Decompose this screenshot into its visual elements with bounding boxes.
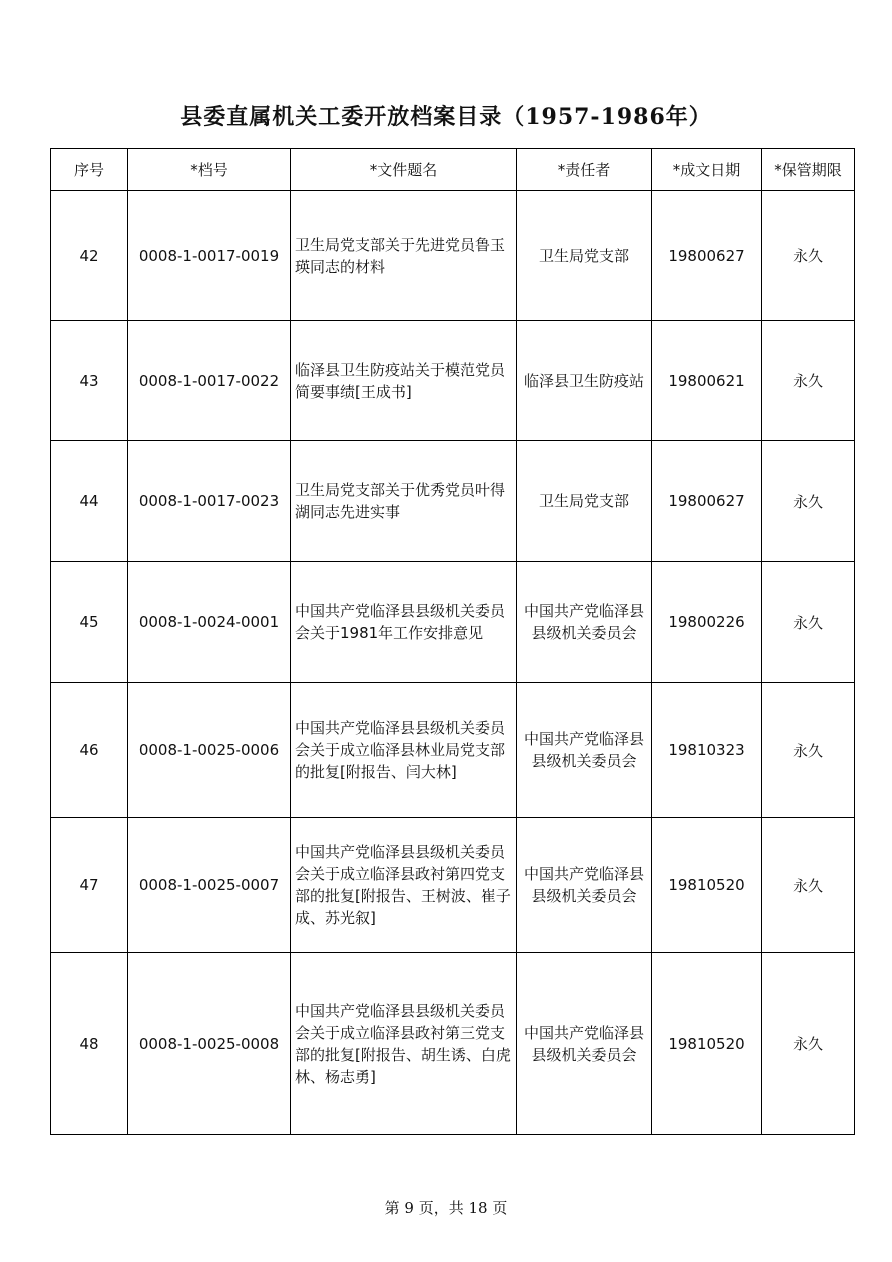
cell-archive-no: 0008-1-0025-0008 bbox=[128, 953, 291, 1135]
cell-date: 19810520 bbox=[652, 953, 762, 1135]
table-row bbox=[51, 818, 855, 953]
cell-archive-no: 0008-1-0017-0019 bbox=[128, 191, 291, 321]
cell-retention: 永久 bbox=[762, 953, 855, 1135]
cell-seq: 47 bbox=[51, 818, 128, 953]
archive-catalog-table bbox=[50, 148, 855, 1135]
page-footer: 第 9 页，共 18 页 bbox=[384, 1199, 508, 1217]
cell-seq: 48 bbox=[51, 953, 128, 1135]
cell-date: 19810323 bbox=[652, 683, 762, 818]
table-header-row bbox=[51, 149, 855, 191]
table-row bbox=[51, 953, 855, 1135]
cell-retention: 永久 bbox=[762, 818, 855, 953]
cell-date: 19800621 bbox=[652, 321, 762, 441]
cell-retention: 永久 bbox=[762, 683, 855, 818]
cell-retention: 永久 bbox=[762, 191, 855, 321]
table-row bbox=[51, 321, 855, 441]
page-title: 县委直属机关工委开放档案目录（1957-1986年） bbox=[180, 104, 712, 130]
cell-archive-no: 0008-1-0017-0022 bbox=[128, 321, 291, 441]
cell-title: 中国共产党临泽县县级机关委员会关于成立临泽县政衬第三党支部的批复[附报告、胡生诱、白虎林、杨志勇] bbox=[291, 953, 517, 1135]
cell-archive-no: 0008-1-0025-0006 bbox=[128, 683, 291, 818]
cell-responsible: 中国共产党临泽县县级机关委员会 bbox=[517, 953, 652, 1135]
cell-date: 19800226 bbox=[652, 562, 762, 683]
cell-date: 19800627 bbox=[652, 191, 762, 321]
table-row bbox=[51, 441, 855, 562]
cell-seq: 43 bbox=[51, 321, 128, 441]
cell-retention: 永久 bbox=[762, 562, 855, 683]
column-header-responsible: *责任者 bbox=[517, 149, 652, 191]
cell-archive-no: 0008-1-0025-0007 bbox=[128, 818, 291, 953]
column-header-title: *文件题名 bbox=[291, 149, 517, 191]
cell-responsible: 卫生局党支部 bbox=[517, 441, 652, 562]
column-header-retention: *保管期限 bbox=[762, 149, 855, 191]
cell-seq: 42 bbox=[51, 191, 128, 321]
cell-date: 19800627 bbox=[652, 441, 762, 562]
cell-responsible: 中国共产党临泽县县级机关委员会 bbox=[517, 562, 652, 683]
cell-retention: 永久 bbox=[762, 441, 855, 562]
cell-archive-no: 0008-1-0024-0001 bbox=[128, 562, 291, 683]
cell-archive-no: 0008-1-0017-0023 bbox=[128, 441, 291, 562]
cell-date: 19810520 bbox=[652, 818, 762, 953]
cell-responsible: 临泽县卫生防疫站 bbox=[517, 321, 652, 441]
cell-retention: 永久 bbox=[762, 321, 855, 441]
cell-responsible: 中国共产党临泽县县级机关委员会 bbox=[517, 818, 652, 953]
column-header-seq: 序号 bbox=[51, 149, 128, 191]
cell-title: 临泽县卫生防疫站关于模范党员简要事绩[王成书] bbox=[291, 321, 517, 441]
cell-responsible: 中国共产党临泽县县级机关委员会 bbox=[517, 683, 652, 818]
cell-seq: 45 bbox=[51, 562, 128, 683]
column-header-archive-no: *档号 bbox=[128, 149, 291, 191]
cell-title: 卫生局党支部关于优秀党员叶得湖同志先进实事 bbox=[291, 441, 517, 562]
cell-title: 中国共产党临泽县县级机关委员会关于成立临泽县政衬第四党支部的批复[附报告、王树波、崔子成、苏光叙] bbox=[291, 818, 517, 953]
cell-title: 中国共产党临泽县县级机关委员会关于1981年工作安排意见 bbox=[291, 562, 517, 683]
cell-seq: 46 bbox=[51, 683, 128, 818]
table-row bbox=[51, 191, 855, 321]
cell-title: 卫生局党支部关于先进党员鲁玉瑛同志的材料 bbox=[291, 191, 517, 321]
cell-seq: 44 bbox=[51, 441, 128, 562]
table-row bbox=[51, 683, 855, 818]
table-row bbox=[51, 562, 855, 683]
column-header-date: *成文日期 bbox=[652, 149, 762, 191]
cell-title: 中国共产党临泽县县级机关委员会关于成立临泽县林业局党支部的批复[附报告、闫大林] bbox=[291, 683, 517, 818]
cell-responsible: 卫生局党支部 bbox=[517, 191, 652, 321]
